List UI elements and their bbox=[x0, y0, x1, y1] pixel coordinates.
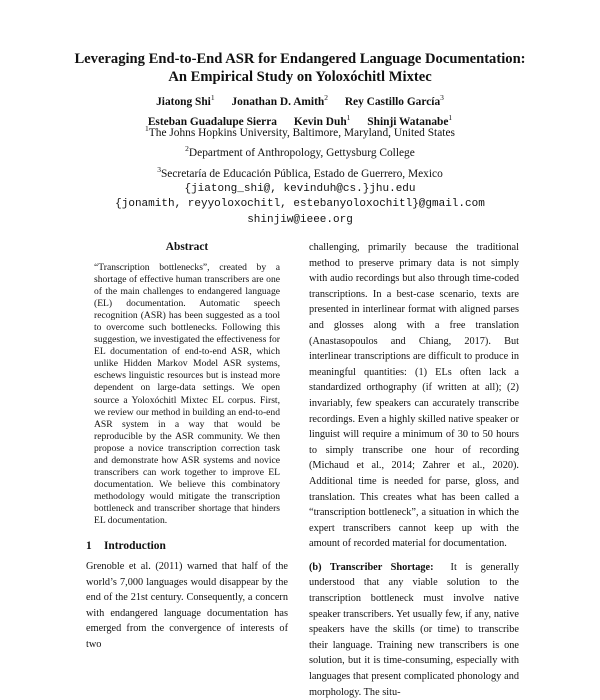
section-heading-introduction bbox=[86, 539, 288, 553]
author: Jonathan D. Amith$^2$ bbox=[231, 93, 328, 108]
affiliation: $^1$The Johns Hopkins University, Baltimore, Maryland, United States bbox=[145, 124, 455, 139]
section-title: Introduction bbox=[104, 540, 166, 553]
email-line: {jonamith, reyyoloxochitl, estebanyoloxochitl}@gmail.com bbox=[115, 198, 485, 211]
affiliations bbox=[40, 121, 560, 228]
left-column bbox=[86, 240, 288, 653]
affiliation: $^3$Secretaría de Educación Pública, Estado de Guerrero, Mexico bbox=[157, 164, 443, 180]
paper-title bbox=[40, 50, 560, 86]
email-line: shinjiw@ieee.org bbox=[247, 213, 353, 226]
paragraph-transcriber-shortage bbox=[309, 560, 519, 700]
title-line-2: An Empirical Study on Yoloxóchitl Mixtec bbox=[168, 69, 432, 85]
paragraph-text: It is generally understood that any viable solution to the transcription bottleneck must involve native speaker transcribers. Yet usually few, if any, native speakers have the skills (or time) to transcribe their language. Training new transcribers is one solution, but it is time-consuming, especially with languages that present complicated phonology and morphology. The situ- bbox=[309, 561, 519, 698]
author-row-1 bbox=[40, 90, 560, 110]
introduction-body: Grenoble et al. (2011) warned that half of the world’s 7,000 languages would disappear by the end of the 21st century. Consequently, a concern with endangered language documentation has emerged from the convergence of interests of two bbox=[86, 561, 288, 650]
author: Jiatong Shi$^1$ bbox=[156, 93, 215, 108]
right-column bbox=[309, 240, 519, 700]
author: Esteban Guadalupe Sierra bbox=[147, 116, 277, 129]
email-line: {jiatong_shi@, kevinduh@cs.}jhu.edu bbox=[184, 182, 416, 195]
author: Kevin Duh$^1$ bbox=[293, 113, 351, 129]
section-number: 1 bbox=[86, 540, 92, 553]
author: Rey Castillo García$^3$ bbox=[344, 93, 444, 108]
paragraph-lead: (b) Transcriber Shortage: bbox=[309, 561, 434, 573]
abstract-body: “Transcription bottlenecks”, created by a shortage of effective human transcribers are one of the main challenges to endangered language (EL) documentation. Automatic speech recognition (ASR) has been suggested as a tool to overcome such bottlenecks. Following this suggestion, we investigated the effectiveness for EL documentation of end-to-end ASR, which unlike Hidden Markov Model ASR systems, eschews linguistic resources but is instead more dependent on large-data settings. We open source a Yoloxóchitl Mixtec EL corpus. First, we review our method in building an end-to-end ASR system in a way that would be reproducible by the ASR community. We then propose a novice transcription correction task and demonstrate how ASR systems and novice transcribers can work together to improve EL documentation. We believe this combinatory methodology would mitigate the transcription bottleneck and transcriber shortage that hinders EL documentation. bbox=[94, 262, 280, 526]
affiliation: $^2$Department of Anthropology, Gettysburg College bbox=[185, 144, 415, 160]
author: Shinji Watanabe$^1$ bbox=[367, 113, 453, 129]
paragraph-transcription-bottleneck: challenging, primarily because the traditional method to preserve primary data is not simply with audio recordings but also through time-coded transcriptions. In a best-case scenario, texts are presented in interlinear format with aligned parses and glosses along with a free translation (Anastasopoulos and Chiang, 2017). But interlinear transcriptions are difficult to produce in meaningful quantities: (1) ELs often lack a standardized orthography (if written at all); (2) invariably, few speakers can accurately transcribe recordings. Even a highly skilled native speaker or linguist will require a minimum of 30 to 50 hours to simply transcribe one hour of recording (Michaud et al., 2014; Zahrer et al., 2020). Additional time is needed for parse, gloss, and translation. This creates what has been called a “transcription bottleneck”, a situation in which the expert transcribers cannot keep up with the amount of recorded material for documentation. bbox=[309, 242, 519, 550]
abstract-heading: Abstract bbox=[165, 241, 209, 253]
title-line-1: Leveraging End-to-End ASR for Endangered Language Documentation: bbox=[74, 51, 526, 67]
